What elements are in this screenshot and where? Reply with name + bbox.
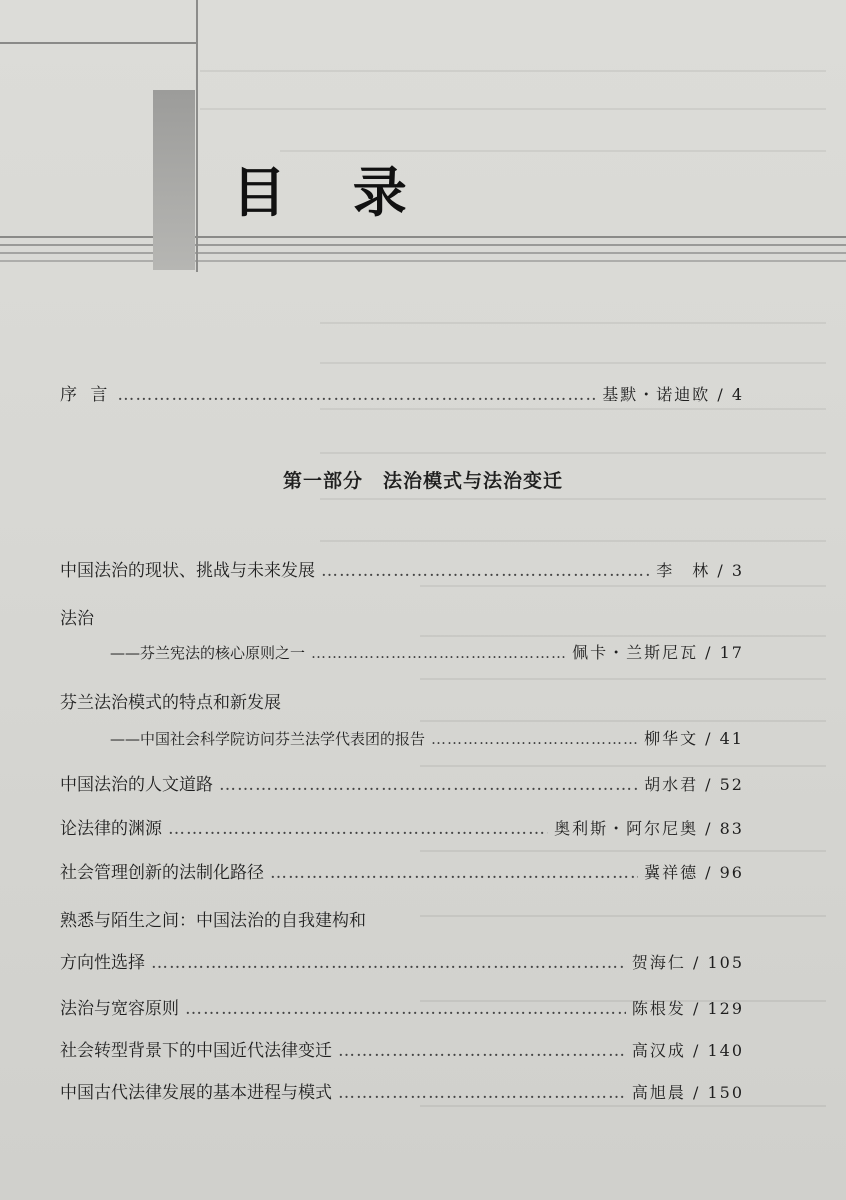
toc-entry-title: 中国法治的现状、挑战与未来发展 [60,561,315,581]
toc-entry-author: 基默・诺迪欧 / 4 [602,385,744,404]
leader-dots [321,561,650,581]
toc-entry-author: 冀祥德 / 96 [644,863,744,882]
toc-entry-author: 高汉成 / 140 [631,1041,744,1060]
toc-entry [60,858,744,883]
section-heading: 第一部分 法治模式与法治变迁 [282,470,563,492]
toc-entry [60,994,744,1019]
toc-entry-title: 法治与宽容原则 [60,999,179,1019]
toc-entry [110,726,744,749]
header-rule [0,252,846,254]
toc-entry-title: 论法律的渊源 [60,819,162,839]
toc-entry-author: 贺海仁 / 105 [631,953,744,972]
leader-dots [151,953,626,973]
leader-dots [338,1083,626,1103]
toc-entry-title: 序 言 [60,385,112,405]
toc-entry-title: 芬兰法治模式的特点和新发展 [60,693,281,713]
page-title: 目 录 [232,161,431,224]
header-rule [0,244,846,246]
header-rule [0,236,846,238]
leader-dots [168,819,548,839]
toc-entry [60,1078,744,1103]
leader-dots [431,730,638,748]
leader-dots [185,999,626,1019]
toc-entry [60,1036,744,1061]
toc-entry-author: 佩卡・兰斯尼瓦 / 17 [572,643,744,662]
toc-entry-title: 中国法治的人文道路 [60,775,213,795]
toc-entry-author: 陈根发 / 129 [631,999,744,1018]
leader-dots [117,385,596,405]
toc-entry-title: 中国古代法律发展的基本进程与模式 [60,1083,332,1103]
toc-entry-author: 奥利斯・阿尔尼奥 / 83 [554,819,744,838]
toc-entry-title: 社会转型背景下的中国近代法律变迁 [60,1041,332,1061]
toc-entry-author: 胡水君 / 52 [644,775,744,794]
toc-entry-title: 方向性选择 [60,953,145,973]
header-decoration-bar [153,90,195,270]
leader-dots [270,863,638,883]
toc-entry-author: 高旭晨 / 150 [631,1083,744,1102]
toc-entry [110,640,744,663]
toc-entry-author: 柳华文 / 41 [644,729,744,748]
toc-entry-preface [60,380,744,405]
toc-entry-title: 社会管理创新的法制化路径 [60,863,264,883]
leader-dots [338,1041,626,1061]
toc-entry-title: 法治 [60,609,94,629]
toc-entry [60,770,744,795]
toc-entry-author: 李 林 / 3 [656,561,744,580]
leader-dots [219,775,638,795]
toc-entry [60,556,744,581]
toc-entry-subtitle: ——芬兰宪法的核心原则之一 [110,644,306,662]
toc-entry [60,948,744,973]
header-rule [0,260,846,262]
toc-entry-subtitle: ——中国社会科学院访问芬兰法学代表团的报告 [110,730,426,748]
header-vertical-rule [196,0,198,272]
toc-entry [60,814,744,839]
header-rule [0,42,196,44]
leader-dots [311,644,566,662]
toc-entry-title: 熟悉与陌生之间：中国法治的自我建构和 [60,911,366,931]
